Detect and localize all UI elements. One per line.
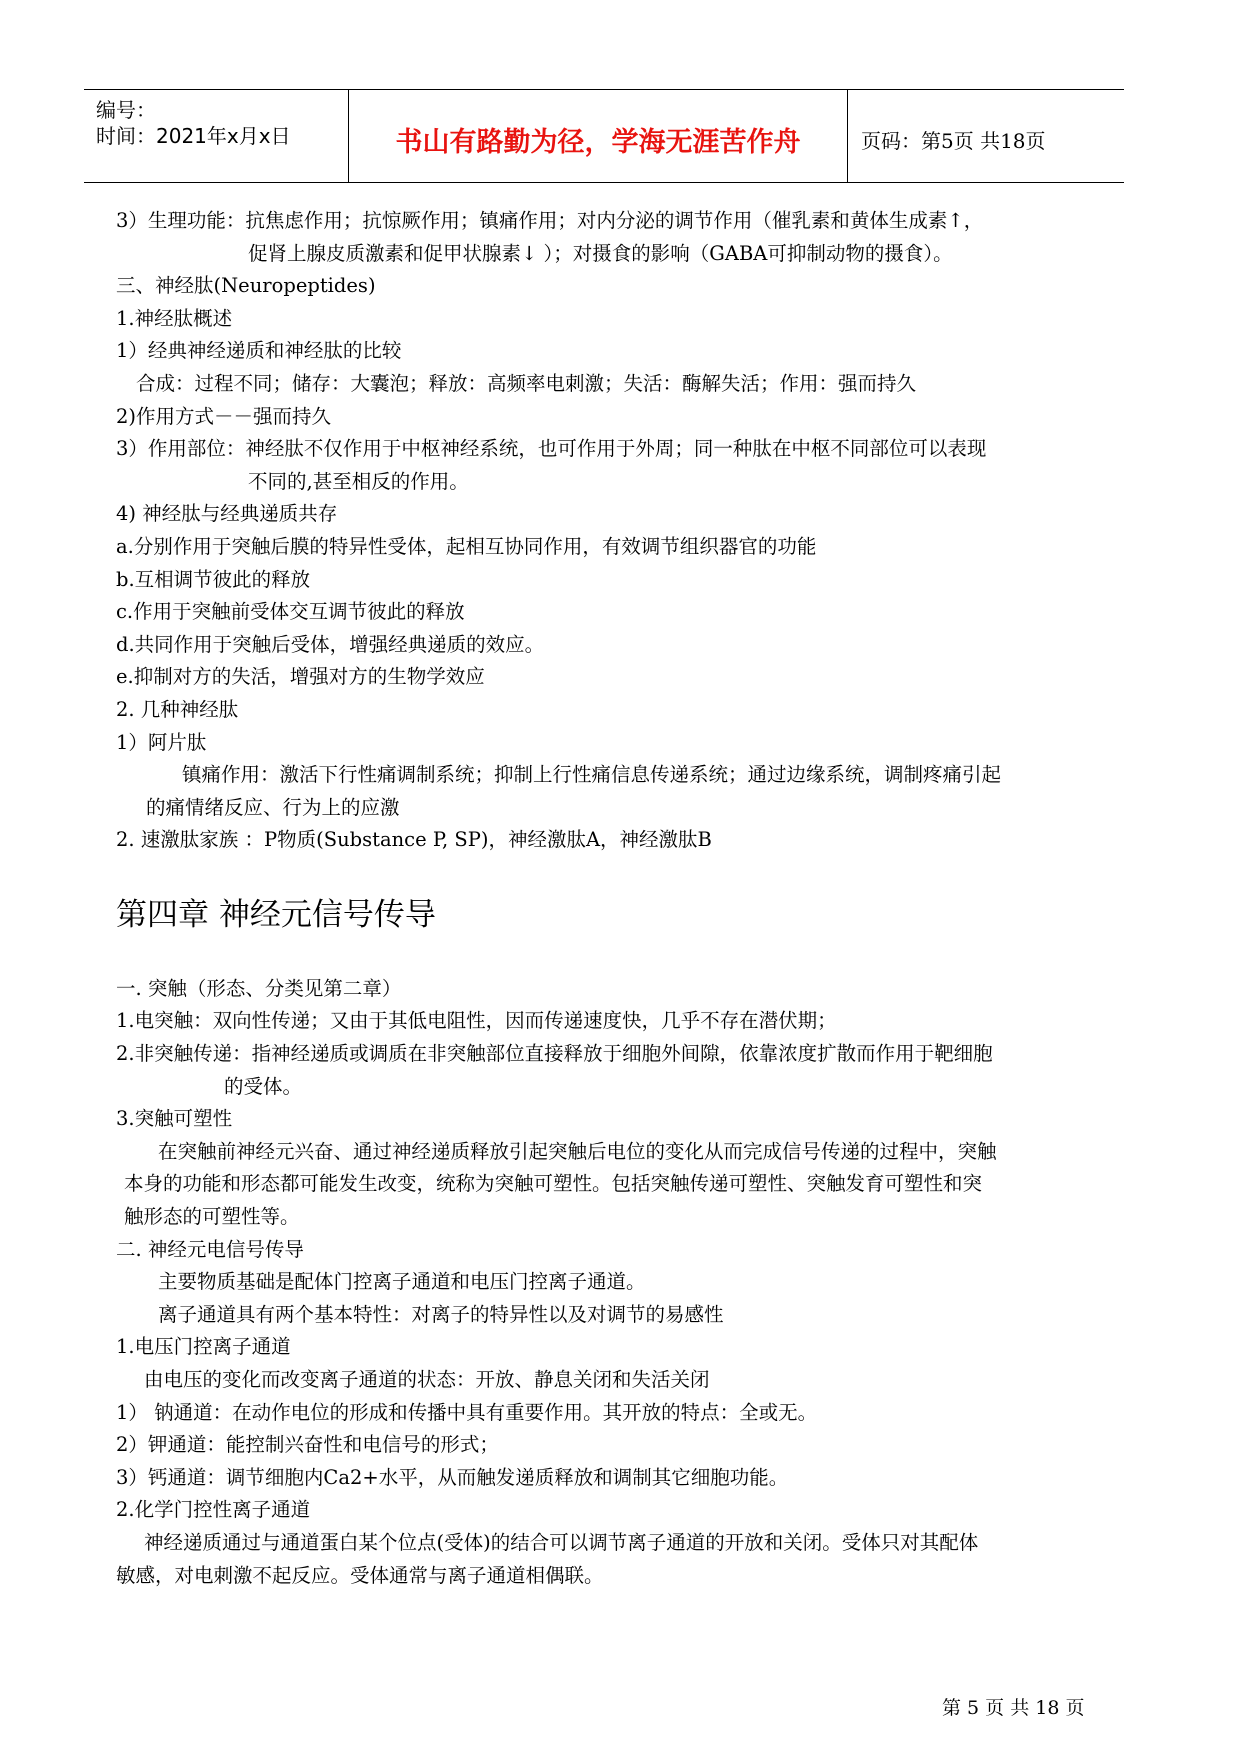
text-line: 在突触前神经元兴奋、通过神经递质释放引起突触后电位的变化从而完成信号传递的过程中，突触 — [158, 1139, 997, 1163]
text-line: 1.电压门控离子通道 — [116, 1335, 291, 1359]
text-line: 一. 突触（形态、分类见第二章） — [116, 976, 402, 1000]
text-line: 1.神经肽概述 — [116, 306, 233, 330]
text-line: 本身的功能和形态都可能发生改变，统称为突触可塑性。包括突触传递可塑性、突触发育可塑性和突 — [124, 1172, 983, 1196]
text-line: 神经递质通过与通道蛋白某个位点(受体)的结合可以调节离子通道的开放和关闭。受体只对其配体 — [144, 1530, 979, 1554]
text-line: 2.化学门控性离子通道 — [116, 1498, 311, 1522]
text-line: 2)作用方式－－强而持久 — [116, 404, 332, 428]
text-line: 促肾上腺皮质激素和促甲状腺素↓ ）；对摄食的影响（GABA可抑制动物的摄食）。 — [248, 241, 953, 265]
text-line: 2）钾通道：能控制兴奋性和电信号的形式； — [116, 1433, 499, 1457]
text-line: 合成：过程不同；储存：大囊泡；释放：高频率电刺激；失活：酶解失活；作用：强而持久 — [136, 371, 917, 395]
text-line: 1） 钠通道：在动作电位的形成和传播中具有重要作用。其开放的特点：全或无。 — [116, 1400, 818, 1424]
text-line: 主要物质基础是配体门控离子通道和电压门控离子通道。 — [158, 1270, 646, 1294]
text-line: 敏感，对电刺激不起反应。受体通常与离子通道相偶联。 — [116, 1563, 604, 1587]
text-line: 3）作用部位：神经肽不仅作用于中枢神经系统，也可作用于外周；同一种肽在中枢不同部位可以表现 — [116, 437, 987, 461]
text-line: 2. 几种神经肽 — [116, 697, 239, 721]
text-line: 触形态的可塑性等。 — [124, 1205, 300, 1229]
header-left-cell — [84, 90, 348, 182]
text-line: 2.非突触传递：指神经递质或调质在非突触部位直接释放于细胞外间隙，依靠浓度扩散而作用于靶细胞 — [116, 1042, 993, 1066]
text-line: a.分别作用于突触后膜的特异性受体，起相互协同作用，有效调节组织器官的功能 — [116, 534, 817, 558]
page-footer: 第 5 页 共 18 页 — [942, 1697, 1085, 1719]
document-number-label: 编号： — [96, 98, 156, 122]
text-line: 的受体。 — [224, 1074, 303, 1098]
text-line: 的痛情绪反应、行为上的应激 — [146, 795, 400, 819]
spacer — [116, 939, 1100, 973]
text-line: b.互相调节彼此的释放 — [116, 567, 311, 591]
text-line: 3.突触可塑性 — [116, 1107, 233, 1131]
text-line: 由电压的变化而改变离子通道的状态：开放、静息关闭和失活关闭 — [144, 1368, 710, 1391]
text-line: d.共同作用于突触后受体，增强经典递质的效应。 — [116, 632, 545, 656]
text-line: c.作用于突触前受体交互调节彼此的释放 — [116, 600, 465, 624]
text-line: 不同的,甚至相反的作用。 — [248, 469, 469, 493]
header-page-info: 页码：第5页 共18页 — [861, 129, 1046, 153]
text-line: 2. 速激肽家族 ：P物质(Substance P, SP)，神经激肽A，神经激肽B — [116, 828, 712, 852]
text-line: 4) 神经肽与经典递质共存 — [116, 502, 338, 526]
text-line: 1.电突触：双向性传递；又由于其低电阻性，因而传递速度快，几乎不存在潜伏期； — [116, 1009, 837, 1033]
text-line: 二. 神经元电信号传导 — [116, 1237, 304, 1261]
document-time-label: 时间：2021年x月x日 — [96, 124, 291, 148]
document-body — [116, 205, 1100, 1592]
text-line: 镇痛作用：激活下行性痛调制系统；抑制上行性痛信息传递系统；通过边缘系统，调制疼痛引起 — [182, 763, 1002, 787]
text-line: 1）经典神经递质和神经肽的比较 — [116, 339, 402, 363]
header-page-cell — [847, 90, 1124, 182]
text-line: 1）阿片肽 — [116, 730, 207, 754]
text-line: 3）钙通道：调节细胞内Ca2+水平，从而触发递质释放和调制其它细胞功能。 — [116, 1465, 789, 1489]
chapter-heading: 第四章 神经元信号传导 — [116, 896, 436, 933]
page-header — [84, 89, 1124, 183]
text-line: e.抑制对方的失活，增强对方的生物学效应 — [116, 665, 485, 689]
text-line: 3）生理功能：抗焦虑作用；抗惊厥作用；镇痛作用；对内分泌的调节作用（催乳素和黄体生成素↑， — [116, 209, 984, 232]
spacer — [116, 857, 1100, 891]
text-line: 离子通道具有两个基本特性：对离子的特异性以及对调节的易感性 — [158, 1302, 724, 1326]
text-line: 三、神经肽(Neuropeptides) — [116, 274, 376, 298]
header-motto: 书山有路勤为径，学海无涯苦作舟 — [395, 127, 801, 158]
header-motto-cell — [348, 90, 848, 182]
